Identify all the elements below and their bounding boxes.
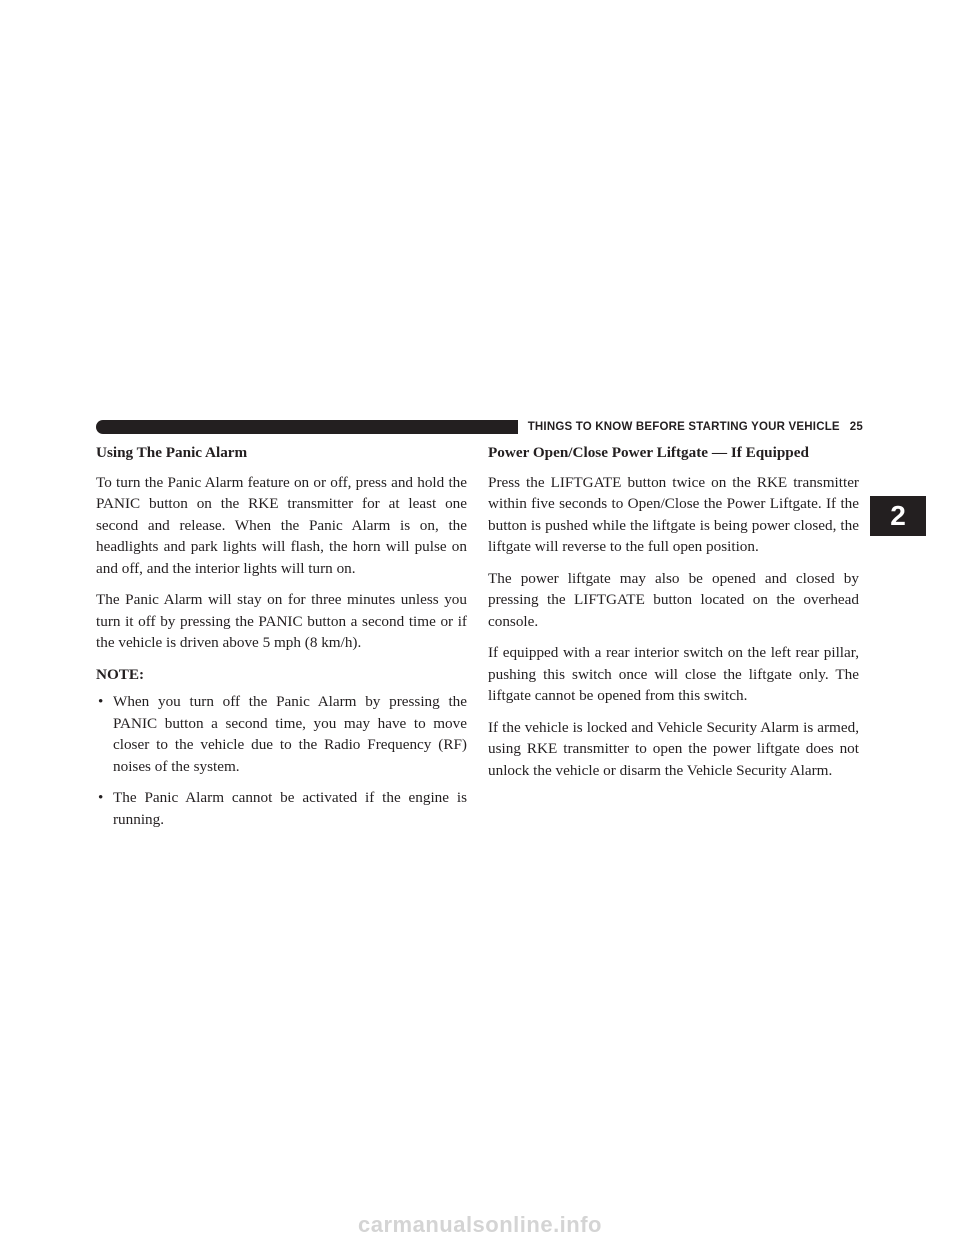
page-number: 25	[849, 421, 863, 433]
right-column	[488, 442, 859, 791]
watermark-text: carmanualsonline.info	[358, 1212, 602, 1237]
chapter-tab: 2	[870, 496, 926, 536]
section-heading-power-liftgate: Power Open/Close Power Liftgate — If Equipped	[488, 444, 809, 461]
note-list	[96, 691, 467, 830]
header-rule	[96, 420, 518, 434]
list-item-text: When you turn off the Panic Alarm by pressing the PANIC button a second time, you may have to move closer to the vehicle due to the Radio Frequency (RF) noises of the system.	[113, 693, 467, 775]
note-label: NOTE:	[96, 665, 145, 683]
list-item	[96, 787, 467, 830]
bullet-icon: •	[98, 789, 104, 806]
paragraph: The Panic Alarm will stay on for three minutes unless you turn it off by pressing the PANIC button a second time or if the vehicle is driven above 5 mph (8 km/h).	[96, 591, 467, 651]
section-heading-panic-alarm: Using The Panic Alarm	[96, 444, 248, 461]
paragraph: If equipped with a rear interior switch on the left rear pillar, pushing this switch once will close the liftgate only. The liftgate cannot be opened from this switch.	[488, 644, 859, 704]
section-title: THINGS TO KNOW BEFORE STARTING YOUR VEHICLE	[527, 421, 840, 433]
paragraph: The power liftgate may also be opened and closed by pressing the LIFTGATE button located on the overhead console.	[488, 569, 859, 630]
left-column	[96, 442, 467, 840]
header-label	[518, 420, 867, 434]
bullet-icon: •	[98, 693, 104, 710]
list-item-text: The Panic Alarm cannot be activated if the engine is running.	[113, 789, 467, 828]
paragraph: Press the LIFTGATE button twice on the RKE transmitter within five seconds to Open/Close the Power Liftgate. If the button is pushed while the liftgate is being power closed, the liftgate will reverse to the full open position.	[488, 473, 859, 555]
list-item	[96, 691, 467, 777]
paragraph: If the vehicle is locked and Vehicle Security Alarm is armed, using RKE transmitter to open the power liftgate does not unlock the vehicle or disarm the Vehicle Security Alarm.	[488, 718, 859, 779]
running-header	[96, 420, 867, 434]
paragraph: To turn the Panic Alarm feature on or off, press and hold the PANIC button on the RKE transmitter for at least one second and release. When the Panic Alarm is on, the headlights and park lights will flash, the horn will pulse on and off, and the interior lights will turn on.	[96, 473, 467, 577]
